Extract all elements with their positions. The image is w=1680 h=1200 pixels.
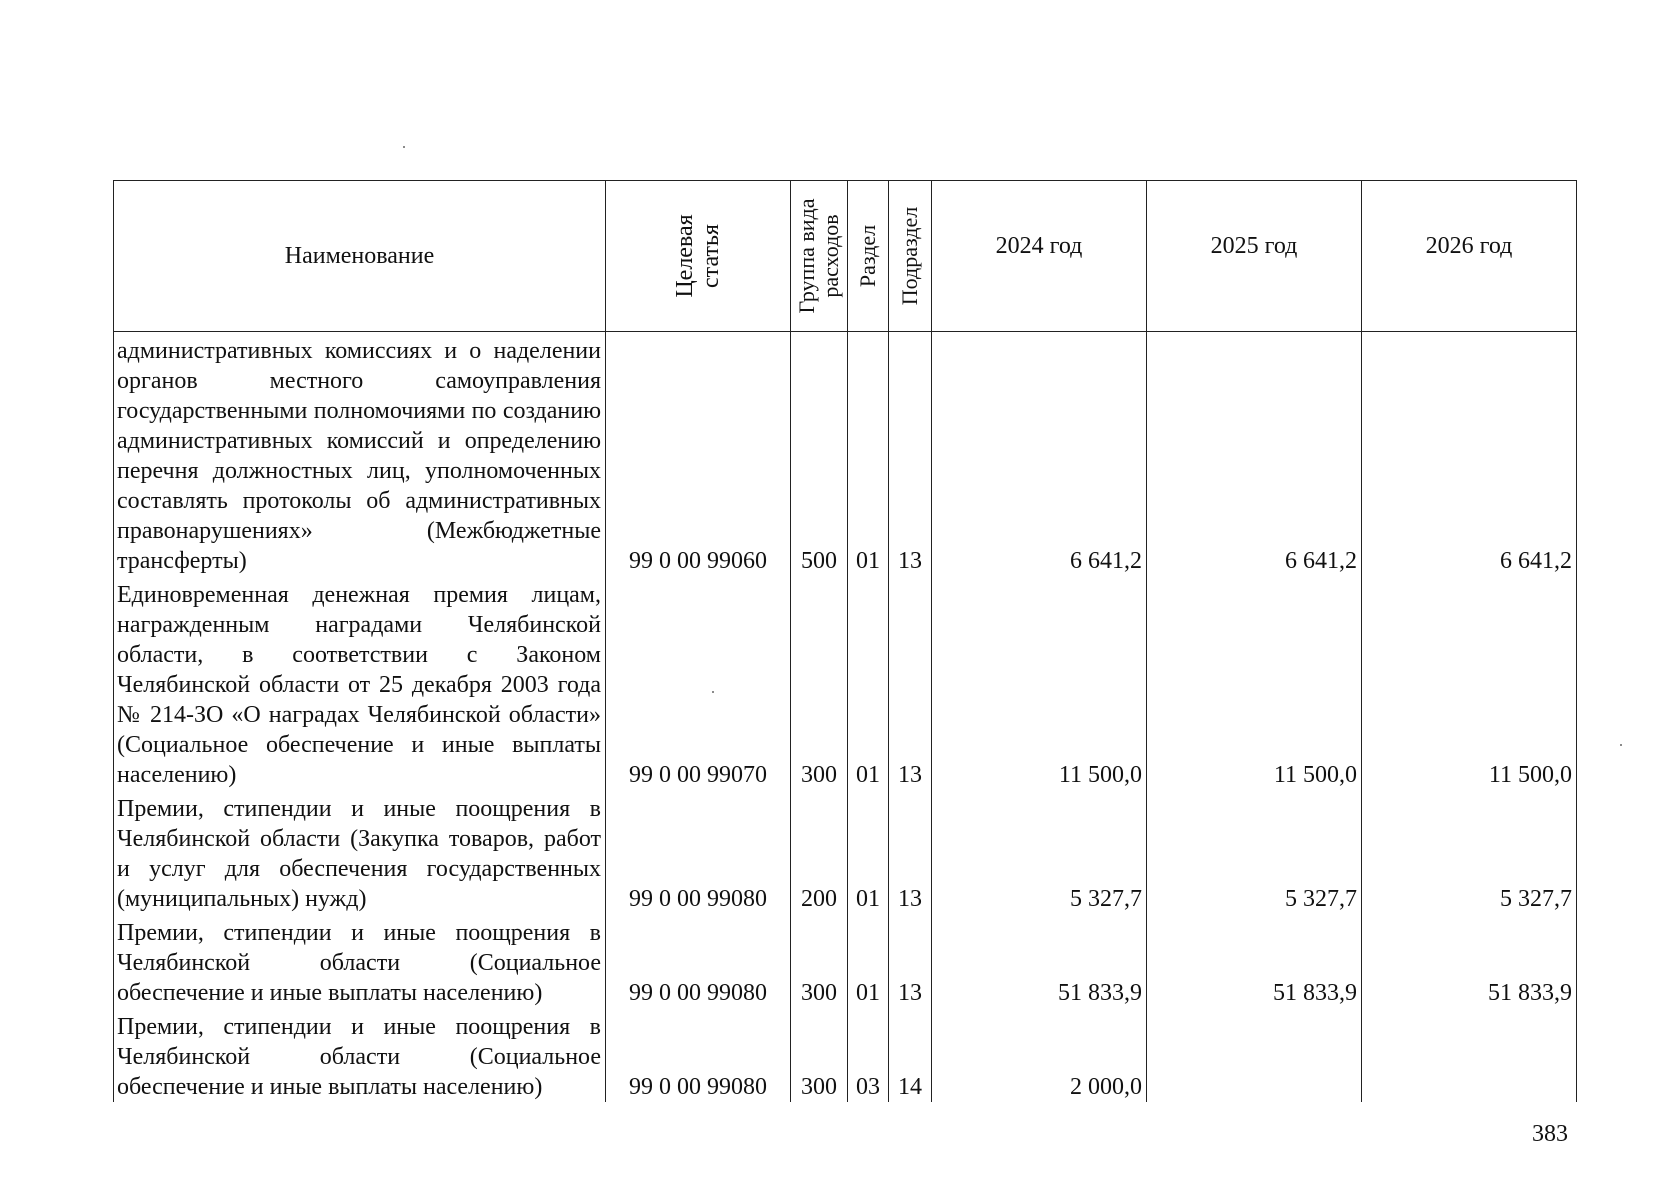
row-2026 [1362, 1008, 1577, 1102]
header-group [791, 181, 848, 332]
scan-speck [403, 146, 405, 148]
header-section-label: Раздел [855, 224, 880, 288]
row-name: Единовременная денежная премия лицам, награжденным наградами Челябинской области, в соответствии с Законом Челябинской области от 25 декабря 2003 года № 214-ЗО «О наградах Челябинской области» (Социальное обеспечение и иные выплаты населению) [114, 576, 606, 790]
header-target [606, 181, 791, 332]
header-2024 [932, 181, 1147, 332]
header-group-line2: расходов [818, 214, 843, 298]
scan-speck [712, 691, 714, 693]
row-subsection: 13 [889, 576, 932, 790]
row-name: Премии, стипендии и иные поощрения в Челябинской области (Социальное обеспечение и иные выплаты населению) [114, 1008, 606, 1102]
page-number: 383 [1532, 1121, 1568, 1147]
scan-speck [1620, 744, 1622, 746]
row-2025: 11 500,0 [1147, 576, 1362, 790]
row-subsection: 13 [889, 332, 932, 577]
header-target-line1: Целевая [672, 214, 698, 298]
row-target: 99 0 00 99080 [606, 1008, 791, 1102]
table-header-row [114, 181, 1577, 332]
row-subsection: 13 [889, 790, 932, 914]
header-2026-label: 2026 год [1425, 233, 1513, 259]
row-section: 03 [848, 1008, 889, 1102]
row-name: Премии, стипендии и иные поощрения в Челябинской области (Закупка товаров, работ и услуг для обеспечения государственных (муниципальных) нужд) [114, 790, 606, 914]
row-subsection: 14 [889, 1008, 932, 1102]
table-row [114, 1008, 1577, 1102]
header-name [114, 181, 606, 332]
row-2024: 51 833,9 [932, 914, 1147, 1008]
row-group: 500 [791, 332, 848, 577]
header-2025-label: 2025 год [1210, 233, 1298, 259]
row-2024: 5 327,7 [932, 790, 1147, 914]
row-target: 99 0 00 99080 [606, 914, 791, 1008]
header-subsection [889, 181, 932, 332]
row-2026: 51 833,9 [1362, 914, 1577, 1008]
header-2024-label: 2024 год [995, 233, 1083, 259]
row-section: 01 [848, 914, 889, 1008]
row-section: 01 [848, 332, 889, 577]
table-row [114, 790, 1577, 914]
row-section: 01 [848, 576, 889, 790]
header-group-line1: Группа вида [794, 198, 819, 314]
row-target: 99 0 00 99070 [606, 576, 791, 790]
header-section [848, 181, 889, 332]
row-group: 300 [791, 1008, 848, 1102]
budget-table [113, 180, 1577, 1102]
row-subsection: 13 [889, 914, 932, 1008]
header-2025 [1147, 181, 1362, 332]
header-2026 [1362, 181, 1577, 332]
table-row [114, 332, 1577, 577]
row-group: 300 [791, 576, 848, 790]
row-2026: 5 327,7 [1362, 790, 1577, 914]
row-target: 99 0 00 99080 [606, 790, 791, 914]
row-2025: 6 641,2 [1147, 332, 1362, 577]
row-name: административных комиссиях и о наделении органов местного самоуправления государственными полномочиями по созданию административных комиссий и определению перечня должностных лиц, уполномоченных составлять протоколы об административных правонарушениях» (Межбюджетные трансферты) [114, 332, 606, 577]
row-section: 01 [848, 790, 889, 914]
header-subsection-label: Подраздел [897, 206, 922, 306]
row-target: 99 0 00 99060 [606, 332, 791, 577]
header-name-label: Наименование [284, 243, 435, 269]
row-2025 [1147, 1008, 1362, 1102]
row-2024: 11 500,0 [932, 576, 1147, 790]
table-row [114, 914, 1577, 1008]
row-2024: 2 000,0 [932, 1008, 1147, 1102]
row-2026: 6 641,2 [1362, 332, 1577, 577]
row-name: Премии, стипендии и иные поощрения в Челябинской области (Социальное обеспечение и иные выплаты населению) [114, 914, 606, 1008]
row-group: 300 [791, 914, 848, 1008]
row-2025: 51 833,9 [1147, 914, 1362, 1008]
header-target-line2: статья [698, 224, 724, 288]
row-2024: 6 641,2 [932, 332, 1147, 577]
row-2025: 5 327,7 [1147, 790, 1362, 914]
row-group: 200 [791, 790, 848, 914]
row-2026: 11 500,0 [1362, 576, 1577, 790]
table-row [114, 576, 1577, 790]
